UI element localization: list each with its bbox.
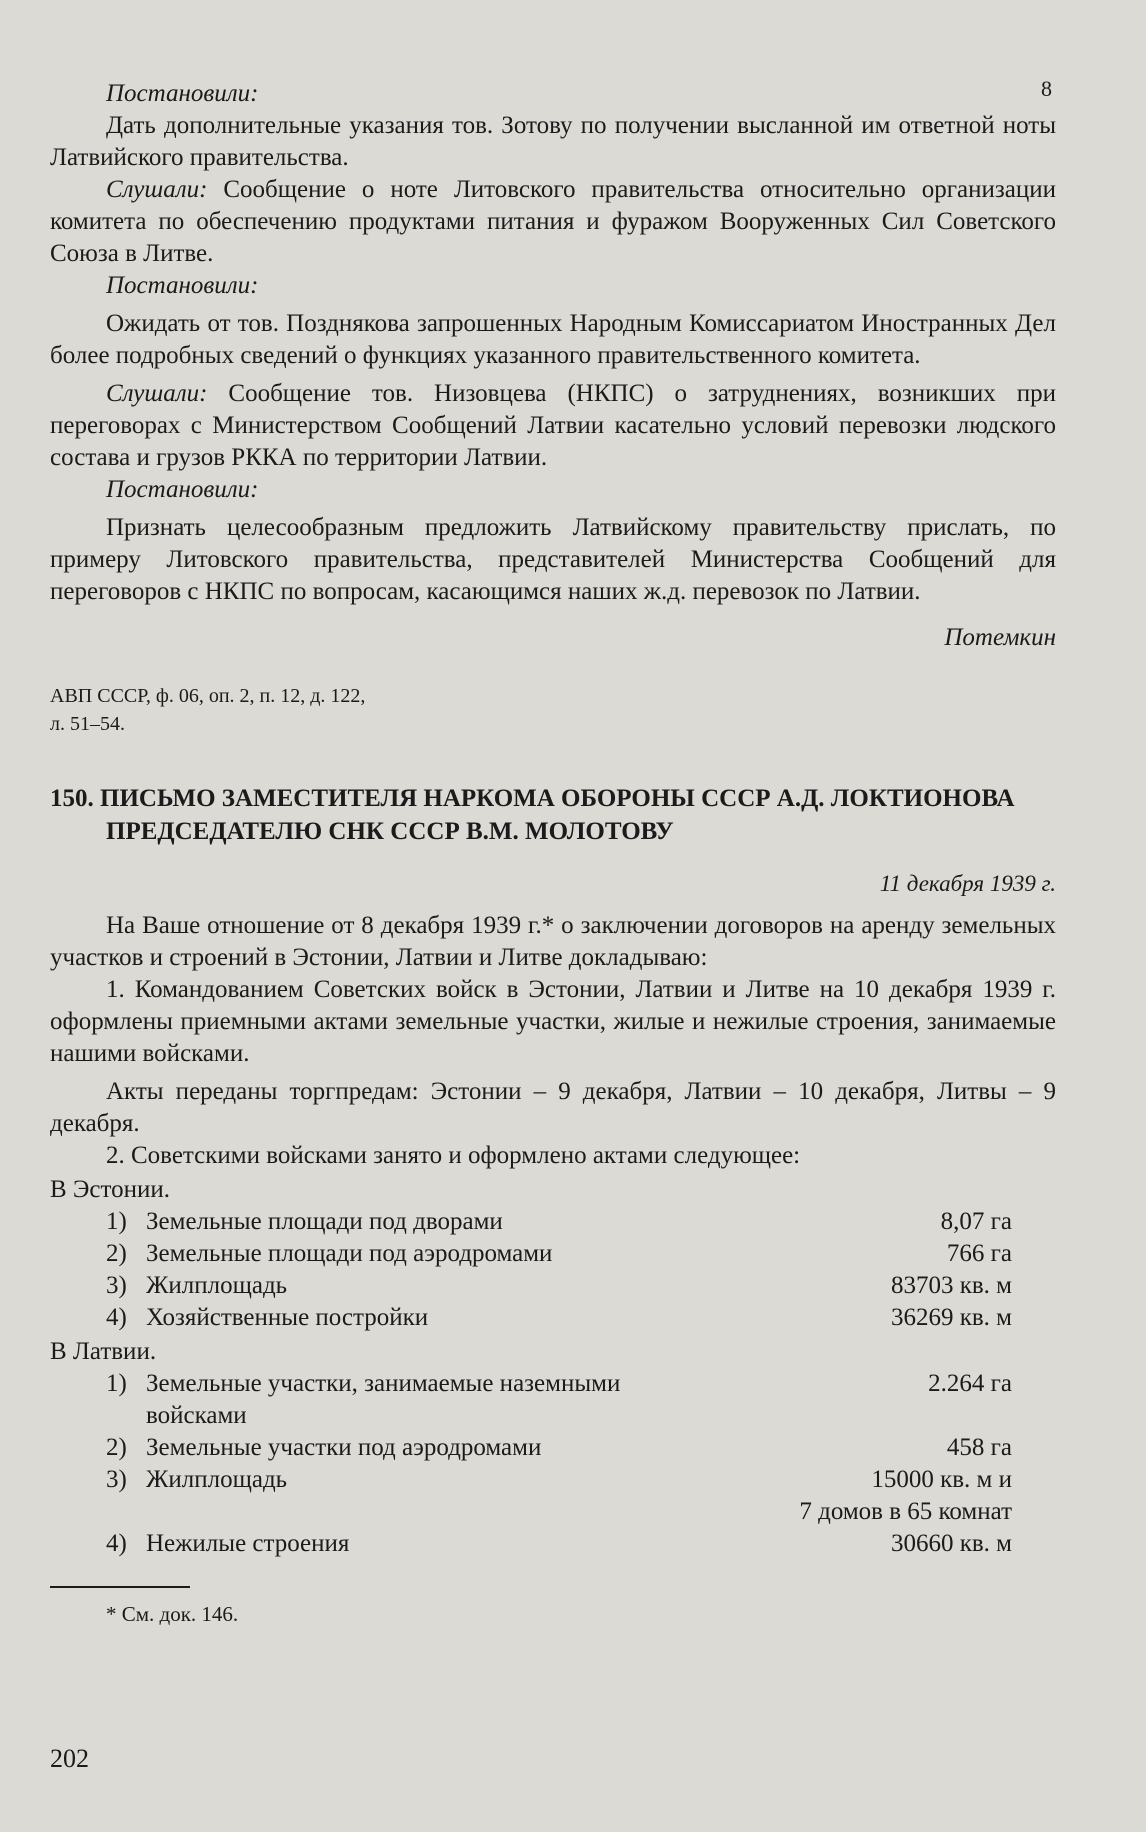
item-number: 1) [106,1370,127,1397]
item-value: 2.264 га [928,1370,1012,1397]
text-column [50,78,1056,1630]
heard-paragraph [50,378,1056,474]
resolution-text: Признать целесообразным предложить Латвийскому правительству прислать, по примеру Литовского правительства, представителей Министерства Сообщений для переговоров с НКПС по вопросам, касающимся наших ж.д. перевозок по Латвии. [50,514,1056,605]
estonia-items-list [106,1206,1012,1334]
resolution-label: Постановили: [106,272,259,299]
list-item [106,1432,1012,1464]
item-value: 83703 кв. м [890,1272,1012,1299]
heard-paragraph [50,174,1056,270]
body-paragraph: На Ваше отношение от 8 декабря 1939 г.* о заключении договоров на аренду земельных участков и строений в Эстонии, Латвии и Литве докладываю: [50,912,1056,971]
heard-label: Слушали: [106,176,208,203]
section-label-latvia: В Латвии. [50,1338,157,1365]
body-paragraph: 2. Советскими войсками занято и оформлено актами следующее: [106,1142,801,1169]
footnote-rule [50,1586,190,1588]
archive-reference [50,682,1056,738]
list-item [106,1368,1012,1432]
item-value: 8,07 га [940,1208,1012,1235]
item-value: 15000 кв. м и [871,1466,1012,1493]
item-value: 30660 кв. м [890,1530,1012,1557]
item-name: Нежилые строения [146,1530,350,1557]
item-number: 3) [106,1466,127,1493]
item-name: Земельные площади под дворами [146,1208,503,1235]
archive-reference-line: АВП СССР, ф. 06, оп. 2, п. 12, д. 122, [50,685,366,707]
section-label-estonia: В Эстонии. [50,1176,171,1203]
list-item [106,1238,1012,1270]
heard-text: Сообщение тов. Низовцева (НКПС) о затруднениях, возникших при переговорах с Министерством Сообщений Латвии касательно условий перевозки людского состава и грузов РККА по территории Латвии. [50,380,1056,471]
heard-text: Сообщение о ноте Литовского правительства относительно организации комитета по обеспечению продуктами питания и фуражом Вооруженных Сил Советского Союза в Литве. [50,176,1056,267]
item-name: Земельные участки, занимаемые наземными войсками [146,1370,621,1429]
item-value: 766 га [946,1240,1012,1267]
corner-mark: 8 [1041,76,1054,101]
item-number: 4) [106,1304,127,1331]
archive-reference-line: л. 51–54. [50,713,125,735]
item-value: 458 га [946,1434,1012,1461]
item-value: 7 домов в 65 комнат [799,1498,1012,1525]
list-item [106,1270,1012,1302]
item-number: 4) [106,1530,127,1557]
list-item [106,1464,1012,1496]
item-number: 3) [106,1272,127,1299]
item-number: 2) [106,1240,127,1267]
list-item [106,1528,1012,1560]
item-name: Хозяйственные постройки [146,1304,429,1331]
item-number: 1) [106,1208,127,1235]
resolution-label: Постановили: [106,476,259,503]
item-number: 2) [106,1434,127,1461]
list-item [106,1496,1012,1528]
latvia-items-list [106,1368,1012,1560]
item-value: 36269 кв. м [890,1304,1012,1331]
document-date: 11 декабря 1939 г. [879,871,1056,896]
page-number: 202 [50,1744,89,1773]
footnote: * См. док. 146. [106,1602,239,1626]
body-paragraph: 1. Командованием Советских войск в Эстонии, Латвии и Литве на 10 декабря 1939 г. оформлены приемными актами земельные участки, жилые и нежилые строения, занимаемые нашими войсками. [50,976,1056,1067]
resolution-label: Постановили: [106,80,259,107]
signature: Потемкин [944,624,1056,651]
item-name: Жилплощадь [146,1466,288,1493]
document-heading: 150. ПИСЬМО ЗАМЕСТИТЕЛЯ НАРКОМА ОБОРОНЫ СССР А.Д. ЛОКТИОНОВА ПРЕДСЕДАТЕЛЮ СНК СССР В.М. МОЛОТОВУ [50,785,1015,845]
list-item [106,1302,1012,1334]
resolution-text: Ожидать от тов. Позднякова запрошенных Народным Комиссариатом Иностранных Дел более подробных сведений о функциях указанного правительственного комитета. [50,310,1056,369]
item-name: Жилплощадь [146,1272,288,1299]
item-name: Земельные площади под аэродромами [146,1240,553,1267]
body-paragraph: Акты переданы торгпредам: Эстонии – 9 декабря, Латвии – 10 декабря, Литвы – 9 декабря. [50,1078,1056,1137]
heard-label: Слушали: [106,380,208,407]
resolution-text: Дать дополнительные указания тов. Зотову по получении высланной им ответной ноты Латвийского правительства. [50,112,1056,171]
list-item [106,1206,1012,1238]
item-name: Земельные участки под аэродромами [146,1434,542,1461]
